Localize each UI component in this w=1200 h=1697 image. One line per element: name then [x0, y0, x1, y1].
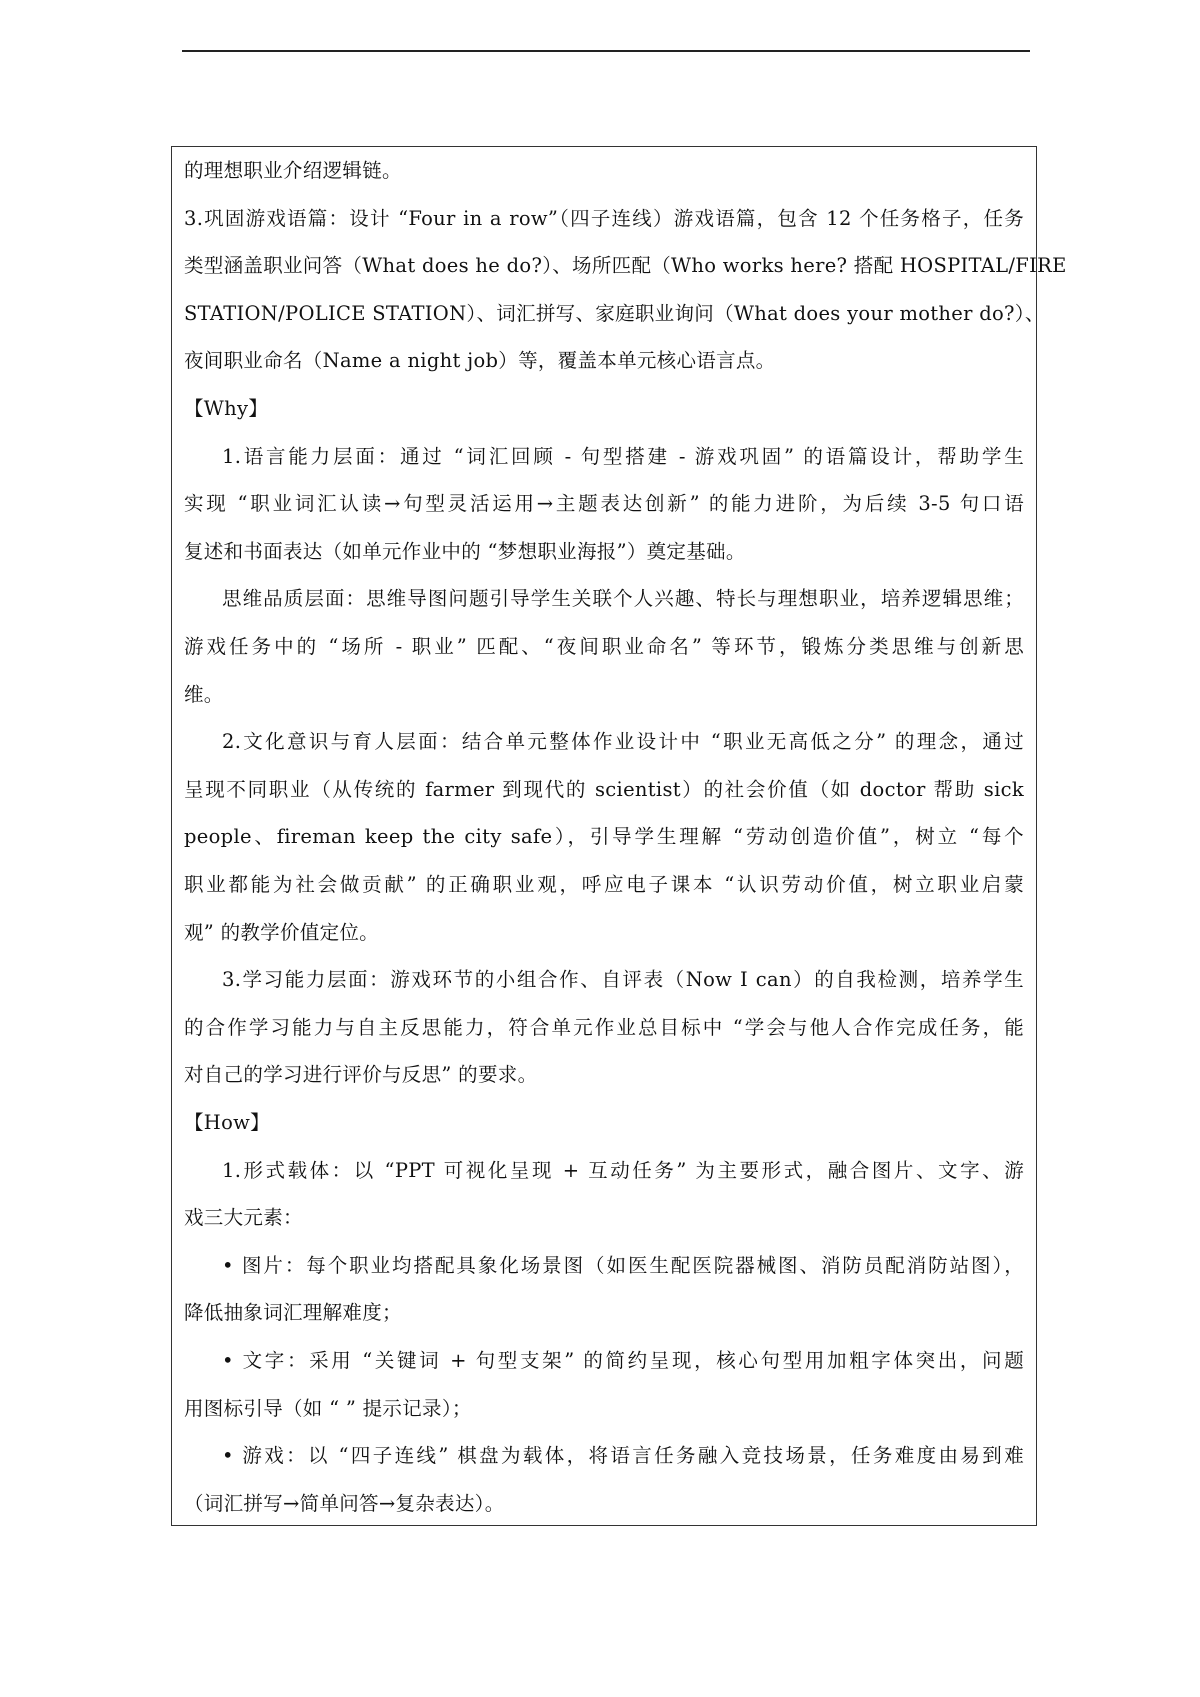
- text-line: 戏三大元素：: [184, 1206, 303, 1230]
- text-line: 实现 “职业词汇认读→句型灵活运用→主题表达创新” 的能力进阶，为后续 3-5 句口语: [184, 492, 1024, 516]
- text-line: 2.文化意识与育人层面：结合单元整体作业设计中 “职业无高低之分” 的理念，通过: [222, 730, 1024, 754]
- text-line: 3.巩固游戏语篇：设计 “Four in a row”（四子连线）游戏语篇，包含 12 个任务格子，任务: [184, 206, 1024, 230]
- text-line: 1.语言能力层面：通过 “词汇回顾 - 句型搭建 - 游戏巩固” 的语篇设计，帮助学生: [222, 444, 1024, 468]
- text-line: （词汇拼写→简单问答→复杂表达）。: [184, 1491, 505, 1515]
- text-line: 观” 的教学价值定位。: [184, 920, 379, 944]
- header-rule: [182, 50, 1030, 52]
- text-line: • 文字：采用 “关键词 + 句型支架” 的简约呈现，核心句型用加粗字体突出，问题: [222, 1349, 1024, 1372]
- text-line: 对自己的学习进行评价与反思” 的要求。: [184, 1063, 538, 1087]
- text-line: 思维品质层面：思维导图问题引导学生关联个人兴趣、特长与理想职业，培养逻辑思维；: [222, 587, 1024, 611]
- text-line: 的合作学习能力与自主反思能力，符合单元作业总目标中 “学会与他人合作完成任务，能: [184, 1015, 1024, 1039]
- text-line: 游戏任务中的 “场所 - 职业” 匹配、“夜间职业命名” 等环节，锻炼分类思维与创新思: [184, 635, 1024, 658]
- text-line: 职业都能为社会做贡献” 的正确职业观，呼应电子课本 “认识劳动价值，树立职业启蒙: [184, 873, 1024, 896]
- text-line: 呈现不同职业（从传统的 farmer 到现代的 scientist）的社会价值（如 doctor 帮助 sick: [184, 777, 1024, 801]
- text-line: 1.形式载体：以 “PPT 可视化呈现 + 互动任务” 为主要形式，融合图片、文字、游: [222, 1158, 1024, 1182]
- text-line: people、fireman keep the city safe），引导学生理解 “劳动创造价值”，树立 “每个: [184, 825, 1024, 849]
- text-line: 的理想职业介绍逻辑链。: [184, 159, 402, 182]
- text-line: 复述和书面表达（如单元作业中的 “梦想职业海报”）奠定基础。: [184, 539, 746, 563]
- text-line: STATION/POLICE STATION）、词汇拼写、家庭职业询问（What does your mother do?）、: [184, 301, 1045, 325]
- text-line: 降低抽象词汇理解难度；: [184, 1301, 402, 1325]
- text-line: 夜间职业命名（Name a night job）等，覆盖本单元核心语言点。: [184, 349, 776, 373]
- text-line: 【Why】: [184, 397, 269, 420]
- text-line: • 游戏：以 “四子连线” 棋盘为载体，将语言任务融入竞技场景，任务难度由易到难: [222, 1444, 1024, 1468]
- text-line: • 图片：每个职业均搭配具象化场景图（如医生配医院器械图、消防员配消防站图），: [222, 1253, 1024, 1277]
- text-line: 用图标引导（如 “ ” 提示记录）；: [184, 1396, 472, 1420]
- text-line: 维。: [184, 682, 224, 706]
- text-line: 【How】: [184, 1111, 270, 1134]
- text-line: 3.学习能力层面：游戏环节的小组合作、自评表（Now I can）的自我检测，培养学生: [222, 968, 1024, 992]
- text-line: 类型涵盖职业问答（What does he do?）、场所匹配（Who works here? 搭配 HOSPITAL/FIRE: [184, 254, 1067, 278]
- content-table-cell: [171, 146, 1067, 1526]
